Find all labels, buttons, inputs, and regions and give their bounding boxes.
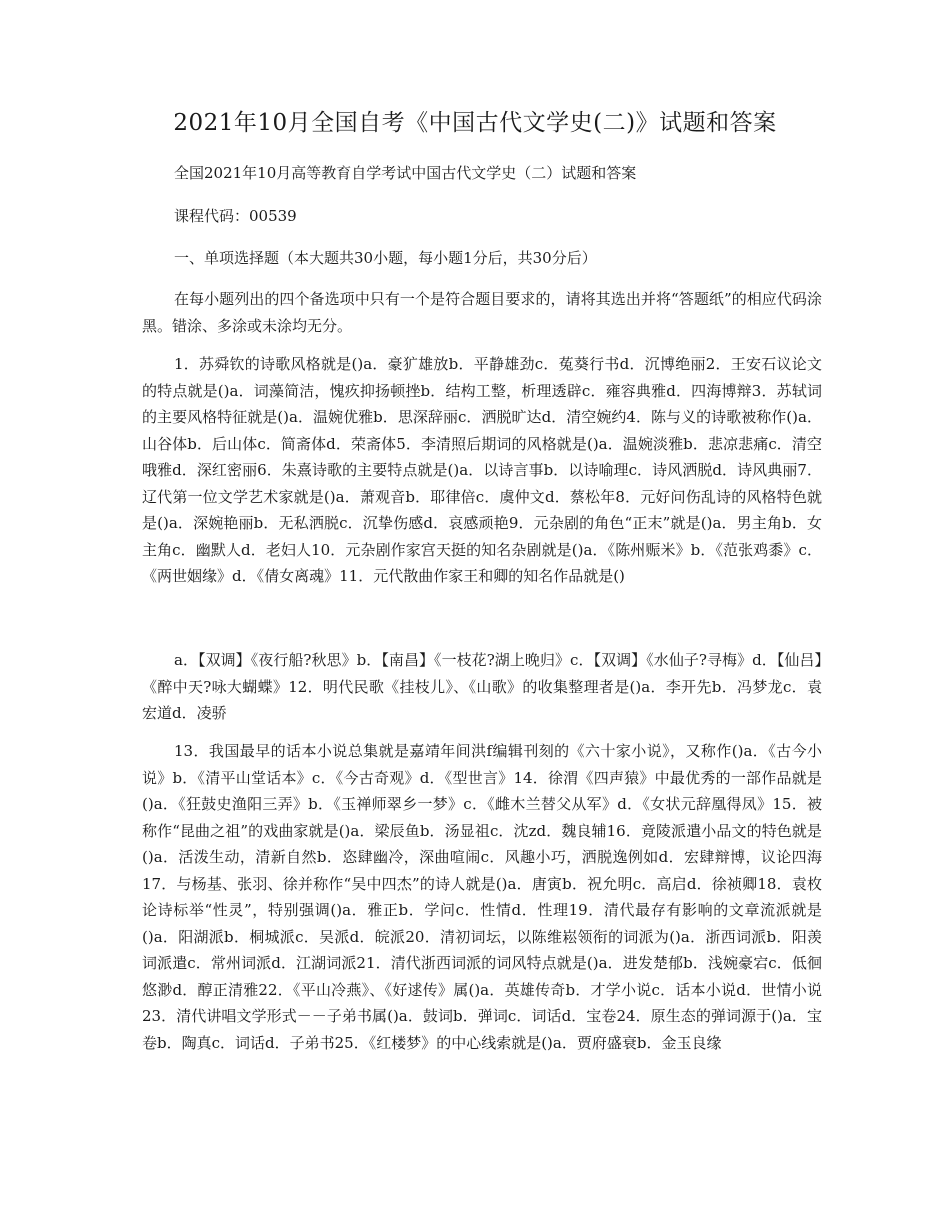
document-title: 2021年10月全国自考《中国古代文学史(二)》试题和答案 xyxy=(173,110,777,136)
course-code: 课程代码：00539 xyxy=(174,207,297,225)
section-heading: 一、单项选择题（本大题共30小题，每小题1分后，共30分后） xyxy=(174,249,597,267)
instructions-paragraph: 在每小题列出的四个备选项中只有一个是符合题目要求的，请将其选出并将“答题纸”的相应代码涂黑。错涂、多涂或未涂均无分。 xyxy=(142,290,822,335)
document-subtitle: 全国2021年10月高等教育自学考试中国古代文学史（二）试题和答案 xyxy=(174,164,637,182)
questions-paragraph-1: 1．苏舜钦的诗歌风格就是()a．豪犷雄放b．平静雄劲c．菟葵行书d．沉博绝丽2．王安石议论文的特点就是()a．词藻简洁，愧疚抑扬顿挫b．结构工整，析理透辟c．雍容典雅d．四海博辩3．苏轼词的主要风格特征就是()a．温婉优雅b．思深辞丽c．洒脱旷达d．清空婉约4．陈与义的诗歌被称作()a．山谷体b．后山体c．简斋体d．荣斋体5．李清照后期词的风格就是()a．温婉淡雅b．悲凉悲痛c．清空哦雅d．深红密丽6．朱熹诗歌的主要特点就是()a．以诗言事b．以诗喻理c．诗风洒脱d．诗风典丽7．辽代第一位文学艺术家就是()a．萧观音b．耶律倍c．虞仲文d．蔡松年8．元好问伤乱诗的风格特色就是()a．深婉艳丽b．无私洒脱c．沉挚伤感d．哀感顽艳9．元杂剧的角色“正末”就是()a．男主角b．女主角c．幽默人d．老妇人10．元杂剧作家宫天挺的知名杂剧就是()a．《陈州赈米》b．《范张鸡黍》c．《两世姻缘》d．《倩女离魂》11．元代散曲作家王和卿的知名作品就是() xyxy=(142,355,822,585)
questions-paragraph-2: a．【双调】《夜行船?秋思》b．【南昌】《一枝花?湖上晚归》c．【双调】《水仙子?寻梅》d．【仙吕】《醉中天?咏大蝴蝶》12．明代民歌《挂枝儿》、《山歌》的收集整理者是()a．李开先b．冯梦龙c．袁宏道d．凌骄 xyxy=(142,651,822,722)
questions-paragraph-3: 13．我国最早的话本小说总集就是嘉靖年间洪f编辑刊刻的《六十家小说》，又称作()a．《古今小说》b．《清平山堂话本》c．《今古奇观》d．《型世言》14．徐渭《四声猿》中最优秀的一部作品就是()a．《狂鼓史渔阳三弄》b．《玉禅师翠乡一梦》c．《雌木兰替父从军》d．《女状元辞凰得凤》15．被称作“昆曲之祖”的戏曲家就是()a．梁辰鱼b．汤显祖c．沈zd．魏良辅16．竟陵派遣小品文的特色就是()a．活泼生动，清新自然b．恣肆幽冷，深曲喧闹c．风趣小巧，洒脱逸例如d．宏肆辩博，议论四海17．与杨基、张羽、徐并称作“吴中四杰”的诗人就是()a．唐寅b．祝允明c．高启d．徐祯卿18．袁枚论诗标举“性灵”，特别强调()a．雅正b．学问c．性情d．性理19．清代最存有影响的文章流派就是()a．阳湖派b．桐城派c．吴派d．皖派20．清初词坛，以陈维崧领衔的词派为()a．浙西词派b．阳羡词派遣c．常州词派d．江湖词派21．清代浙西词派的词风特点就是()a．进发楚郁b．浅婉豪宕c．低徊悠渺d．醇正清雅22．《平山冷燕》、《好逑传》属()a．英雄传奇b．才学小说c．话本小说d．世情小说23．清代讲唱文学形式－－子弟书属()a．鼓词b．弹词c．词话d．宝卷24．原生态的弹词源于()a．宝卷b．陶真c．词话d．子弟书25．《红楼梦》的中心线索就是()a．贾府盛衰b．金玉良缘 xyxy=(142,742,822,1052)
